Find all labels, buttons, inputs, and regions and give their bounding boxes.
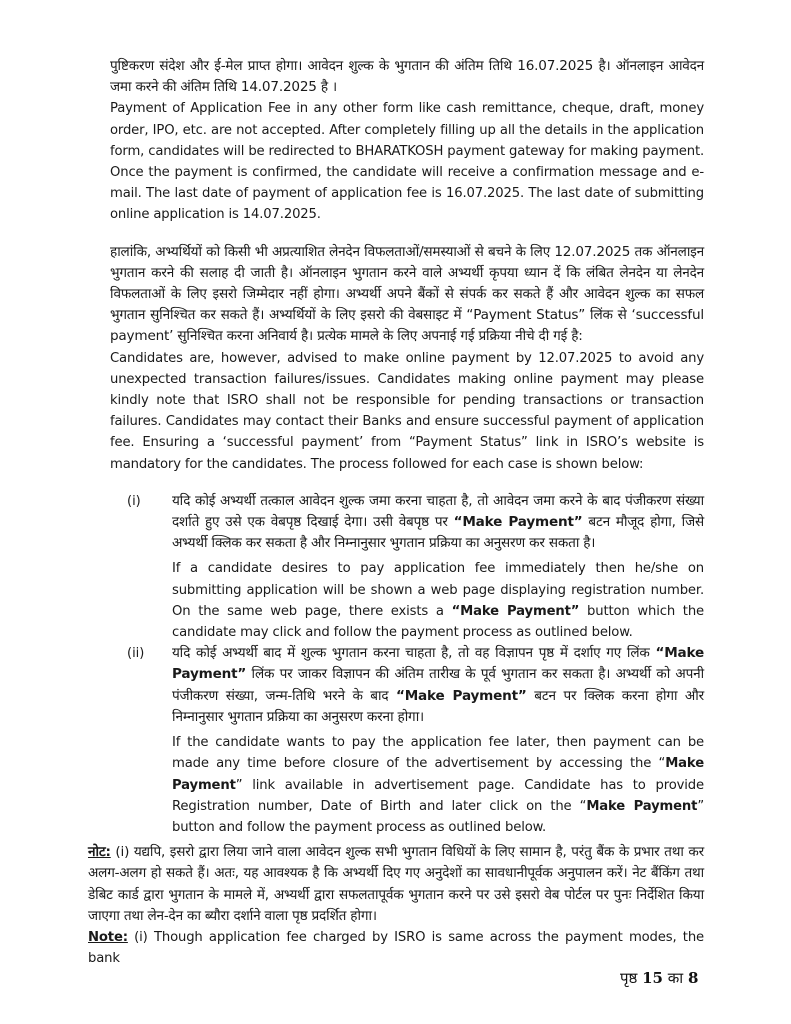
- make-payment-label: “Make Payment”: [451, 603, 580, 619]
- text-segment: बटन मौजूद होगा, जिसे अभ्यर्थी क्लिक कर सकता है और निम्नानुसार भुगतान प्रक्रिया का अनुसरण कर सकता है।: [172, 514, 704, 552]
- make-payment-label: “Make Payment”: [453, 514, 583, 531]
- list-item-later-payment: [110, 643, 704, 838]
- make-payment-label: “Make Payment”: [396, 687, 527, 704]
- spacer: [110, 475, 704, 491]
- page-of-label: का: [663, 969, 688, 987]
- text-segment: ” link available in advertisement page. Candidate has to provide Registration number, Date of Birth and later click on the “: [172, 777, 704, 814]
- list-item-hindi: [172, 491, 704, 555]
- paragraph-advice-english: Candidates are, however, advised to make online payment by 12.07.2025 to avoid any unexpected transaction failures/issues. Candidates making online payment may please kindly note that ISRO shall not be responsible for pending transactions or transaction failures. Candidates may contact their Banks and ensure successful payment of application fee. Ensuring a ‘successful payment’ from “Payment Status” link in ISRO’s website is mandatory for the candidates. The process followed for each case is shown below:: [110, 350, 704, 472]
- payment-process-list: [110, 491, 704, 838]
- text-segment: ” button and follow the payment process as outlined below.: [172, 798, 705, 835]
- paragraph-advice-hindi: हालांकि, अभ्यर्थियों को किसी भी अप्रत्याशित लेनदेन विफलताओं/समस्याओं से बचने के लिए 12.07.2025 तक ऑनलाइन भुगतान करने की सलाह दी जाती है। ऑनलाइन भुगतान करने वाले अभ्यर्थी कृपया ध्यान दें कि लंबित लेनदेन या लेनदेन विफलताओं के लिए इसरो जिम्मेदार नहीं होगा। अभ्यर्थी अपने बैंकों से संपर्क कर सकते हैं और आवेदन शुल्क का सफल भुगतान सुनिश्चित कर सकते हैं। अभ्यर्थियों के लिए इसरो की वेबसाइट में “Payment Status” लिंक से ‘successful payment’ सुनिश्चित करना अनिवार्य है। प्रत्येक मामले के लिए अपनाई गई प्रक्रिया नीचे दी गई है:: [110, 243, 704, 345]
- note-text-hindi: (i) यद्यपि, इसरो द्वारा लिया जाने वाला आवेदन शुल्क सभी भुगतान विधियों के लिए सामान है, परंतु बैंक के प्रभार तथा कर अलग-अलग हो सकते हैं। अतः, यह आवश्यक है कि अभ्यर्थी दिए गए अनुदेशों का सावधानीपूर्वक अनुपालन करें। नेट बैंकिंग तथा डेबिट कार्ड द्वारा भुगतान के मामले में, अभ्यर्थी द्वारा सफलतापूर्वक भुगतान करने पर उसे इसरो वेब पोर्टल पर पुनः निर्देशित किया जाएगा तथा लेन-देन का ब्यौरा दर्शाने वाला पृष्ठ प्रदर्शित होगा।: [88, 844, 704, 924]
- text-segment: If a candidate desires to pay application fee immediately then he/she on submitting application will be shown a web page displaying registration number. On the same web page, there exists a: [172, 561, 704, 619]
- paragraph-confirmation-hindi: पुष्टिकरण संदेश और ई-मेल प्राप्त होगा। आवेदन शुल्क के भुगतान की अंतिम तिथि 16.07.2025 है। ऑनलाइन आवेदन जमा करने की अंतिम तिथि 14.07.2025 है ।: [110, 58, 704, 96]
- document-page: [88, 56, 705, 969]
- list-number: (ii): [127, 646, 145, 662]
- text-segment: button which the candidate may click and follow the payment process as outlined below.: [172, 603, 704, 641]
- make-payment-label: “Make Payment”: [172, 645, 704, 683]
- list-number: (i): [127, 493, 141, 509]
- paragraph-payment-fee-english: Payment of Application Fee in any other form like cash remittance, cheque, draft, money order, IPO, etc. are not accepted. After completely filling up all the details in the application form, candidates will be redirected to BHARATKOSH payment gateway for making payment. Once the payment is confirmed, the candidate will receive a confirmation message and e-mail. The last date of payment of application fee is 16.07.2025. The last date of submitting online application is 14.07.2025.: [110, 101, 705, 223]
- list-item-hindi: [172, 643, 704, 728]
- note-english: [88, 927, 704, 969]
- note-label-english: Note:: [88, 929, 128, 945]
- text-segment: लिंक पर जाकर विज्ञापन की अंतिम तारीख के पूर्व भुगतान कर सकता है। अभ्यर्थी को अपनी पंजीकरण संख्या, जन्म-तिथि भरने के बाद: [172, 666, 704, 704]
- page-number-footer: [620, 968, 698, 988]
- text-segment: बटन पर क्लिक करना होगा और निम्नानुसार भुगतान प्रक्रिया का अनुसरण करना होगा।: [172, 687, 704, 725]
- page-total: 15: [642, 969, 663, 987]
- make-payment-label: Make Payment: [586, 798, 698, 814]
- note-label-hindi: नोट:: [88, 844, 111, 861]
- text-segment: If the candidate wants to pay the application fee later, then payment can be made any time before closure of the advertisement by accessing the “: [172, 735, 704, 772]
- page-current: 8: [687, 969, 699, 987]
- make-payment-label: Make Payment: [172, 756, 704, 793]
- spacer: [110, 226, 704, 242]
- text-segment: यदि कोई अभ्यर्थी तत्काल आवेदन शुल्क जमा करना चाहता है, तो आवेदन जमा करने के बाद पंजीकरण संख्या दर्शाते हुए उसे एक वेबपृष्ठ दिखाई देगा। उसी वेबपृष्ठ पर: [172, 492, 704, 531]
- text-segment: यदि कोई अभ्यर्थी बाद में शुल्क भुगतान करना चाहता है, तो वह विज्ञापन पृष्ठ में दर्शाए गए लिंक: [172, 645, 656, 662]
- list-item-immediate-payment: [110, 491, 704, 643]
- note-hindi: [88, 842, 704, 927]
- list-item-english: [172, 732, 704, 838]
- list-item-english: [172, 558, 704, 643]
- page-label: पृष्ठ: [620, 969, 643, 987]
- note-text-english: (i) Though application fee charged by ISRO is same across the payment modes, the bank: [88, 929, 704, 967]
